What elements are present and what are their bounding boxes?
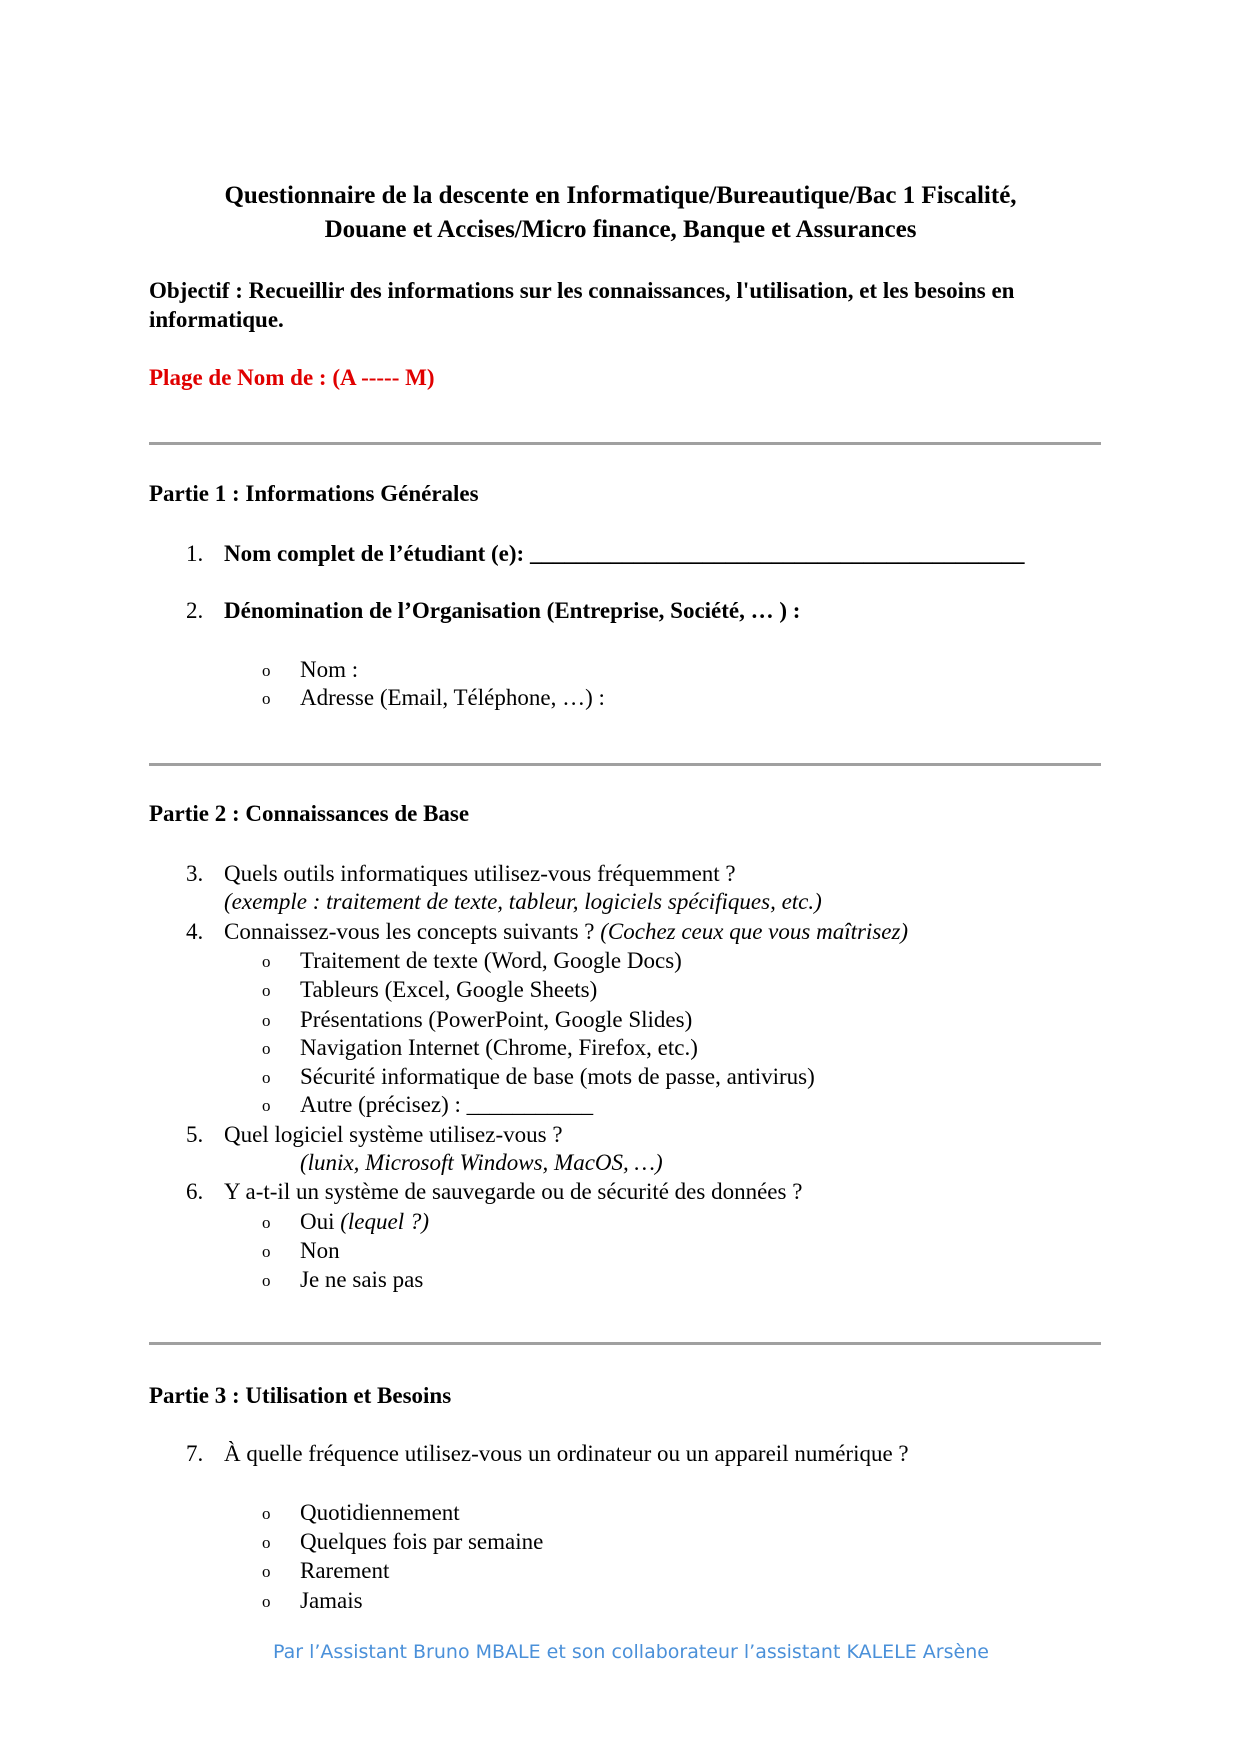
q2-option: Adresse (Email, Téléphone, …) :	[300, 685, 605, 710]
q2-number: 2.	[186, 598, 204, 623]
q5-text: Quel logiciel système utilisez-vous ?	[224, 1122, 563, 1147]
q4-option: Tableurs (Excel, Google Sheets)	[300, 977, 598, 1002]
q7-number: 7.	[186, 1441, 204, 1466]
oui-label: Oui	[300, 1209, 335, 1234]
name-range: Plage de Nom de : (A ----- M)	[149, 365, 435, 390]
q1-number: 1.	[186, 541, 204, 566]
q6-text: Y a-t-il un système de sauvegarde ou de sécurité des données ?	[224, 1179, 803, 1204]
q4-option: Sécurité informatique de base (mots de passe, antivirus)	[300, 1064, 815, 1089]
bullet-icon: o	[262, 981, 271, 1000]
bullet-icon: o	[262, 1011, 271, 1030]
bullet-icon: o	[262, 1562, 271, 1581]
q7-text: À quelle fréquence utilisez-vous un ordinateur ou un appareil numérique ?	[224, 1441, 909, 1466]
part1-heading: Partie 1 : Informations Générales	[149, 481, 479, 506]
bullet-icon: o	[262, 1039, 271, 1058]
bullet-icon: o	[262, 1096, 271, 1115]
part2-heading: Partie 2 : Connaissances de Base	[149, 801, 470, 826]
q7-option: Quotidiennement	[300, 1500, 460, 1525]
bullet-icon: o	[262, 1592, 271, 1611]
objective-line-1: Objectif : Recueillir des informations sur les connaissances, l'utilisation, et les besoins en	[149, 278, 1015, 303]
q6-option: Je ne sais pas	[300, 1267, 424, 1292]
objective-line-2: informatique.	[149, 307, 284, 332]
title-line-1: Questionnaire de la descente en Informatique/Bureautique/Bac 1 Fiscalité,	[224, 182, 1017, 209]
q6-option: Non	[300, 1238, 340, 1263]
q4-text	[224, 918, 908, 946]
bullet-icon: o	[262, 1533, 271, 1552]
divider	[149, 1342, 1101, 1345]
q4-option: Présentations (PowerPoint, Google Slides)	[300, 1007, 693, 1032]
q6-number: 6.	[186, 1179, 204, 1204]
q2-option: Nom :	[300, 657, 359, 682]
q7-option: Quelques fois par semaine	[300, 1529, 544, 1554]
bullet-icon: o	[262, 1242, 271, 1261]
footer-credit: Par l’Assistant Bruno MBALE et son collaborateur l’assistant KALELE Arsène	[273, 1641, 989, 1663]
bullet-icon: o	[262, 1213, 271, 1232]
bullet-icon: o	[262, 1504, 271, 1523]
q4-option: Traitement de texte (Word, Google Docs)	[300, 948, 682, 973]
q2-text: Dénomination de l’Organisation (Entreprise, Société, … ) :	[224, 598, 801, 623]
q7-option: Jamais	[300, 1588, 363, 1613]
q4-hint: (Cochez ceux que vous maîtrisez)	[600, 919, 909, 944]
q5-number: 5.	[186, 1122, 204, 1147]
q5-hint: (lunix, Microsoft Windows, MacOS, …)	[300, 1150, 663, 1175]
q4-question: Connaissez-vous les concepts suivants ?	[224, 919, 595, 944]
q1-text: Nom complet de l’étudiant (e): ___________________________________________	[224, 541, 1025, 566]
q3-number: 3.	[186, 861, 204, 886]
divider	[149, 442, 1101, 445]
part3-heading: Partie 3 : Utilisation et Besoins	[149, 1383, 452, 1408]
q4-option: Autre (précisez) : ___________	[300, 1092, 594, 1117]
bullet-icon: o	[262, 952, 271, 971]
bullet-icon: o	[262, 661, 271, 680]
bullet-icon: o	[262, 689, 271, 708]
q4-number: 4.	[186, 919, 204, 944]
divider	[149, 763, 1101, 766]
q3-text: Quels outils informatiques utilisez-vous fréquemment ?	[224, 861, 736, 886]
bullet-icon: o	[262, 1068, 271, 1087]
oui-hint: (lequel ?)	[340, 1209, 430, 1234]
q6-option-oui	[300, 1208, 429, 1236]
bullet-icon: o	[262, 1271, 271, 1290]
q7-option: Rarement	[300, 1558, 390, 1583]
q4-option: Navigation Internet (Chrome, Firefox, etc.)	[300, 1035, 698, 1060]
q3-hint: (exemple : traitement de texte, tableur, logiciels spécifiques, etc.)	[224, 889, 822, 914]
title-line-2: Douane et Accises/Micro finance, Banque et Assurances	[324, 216, 917, 243]
